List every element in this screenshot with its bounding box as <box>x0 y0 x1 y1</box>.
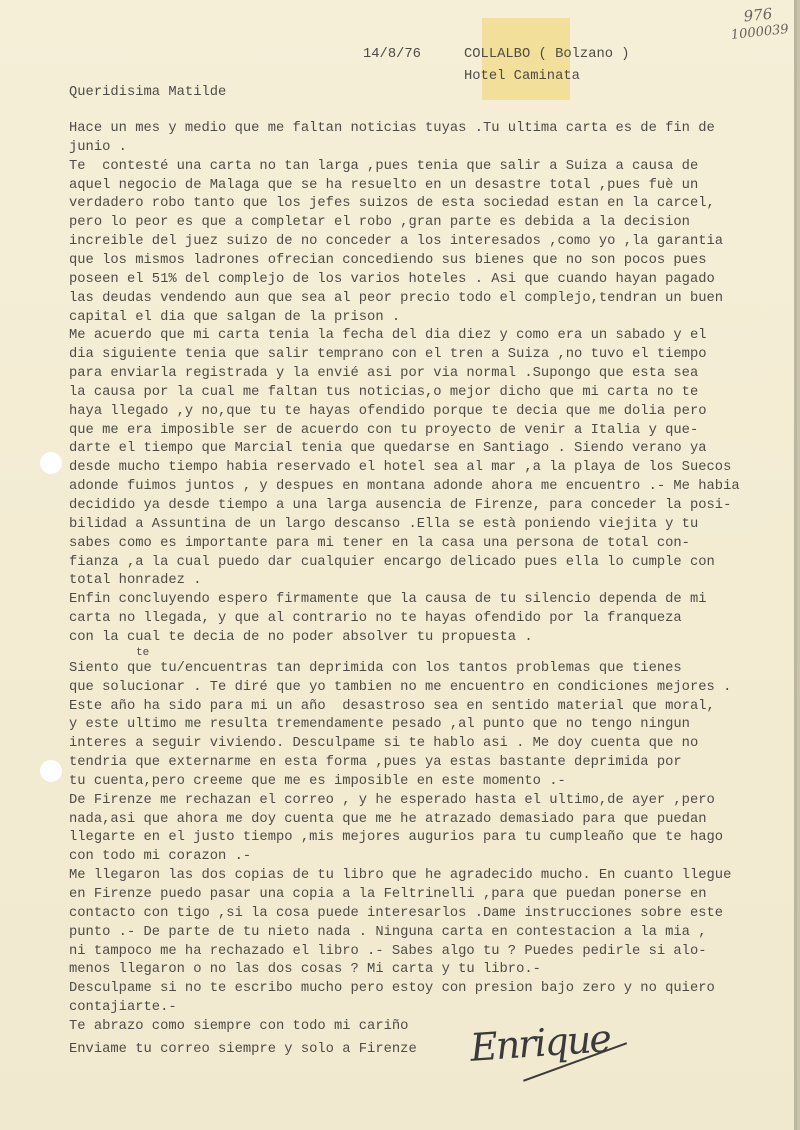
letter-line: nada,asi que ahora me doy cuenta que me he atrazado demasiado para que puedan <box>69 811 707 827</box>
letter-line: la causa por la cual me faltan tus noticias,o mejor dicho que mi carta no te <box>69 384 699 400</box>
letter-line: darte el tiempo que Marcial tenia que quedarse en Santiago . Siendo verano ya <box>69 441 707 457</box>
letter-line: adonde fuimos juntos , y despues en montana adonde ahora me encuentro .- Me habia <box>69 479 740 495</box>
letter-line: interes a seguir viviendo. Desculpame si te hablo asi . Me doy cuenta que no <box>69 736 699 752</box>
letter-line: decidido ya desde tiempo a una larga ausencia de Firenze, para conceder la posi- <box>69 498 732 513</box>
letter-line: junio . <box>69 139 127 155</box>
letter-line: menos llegaron o no las dos cosas ? Mi carta y tu libro.- <box>69 962 541 978</box>
letter-line: sabes como es importante para mi tener en la casa una persona de total con- <box>69 535 690 551</box>
letter-line: De Firenze me rechazan el correo , y he esperado hasta el ultimo,de ayer ,pero <box>69 792 715 808</box>
letter-line: en Firenze puedo pasar una copia a la Feltrinelli ,para que puedan ponerse en <box>69 887 707 902</box>
letter-hotel: Hotel Caminata <box>464 69 580 84</box>
letter-line: pero lo peor es que a completar el robo ,gran parte es debida a la decision <box>69 215 690 231</box>
letter-place: COLLALBO ( Bolzano ) <box>464 47 630 62</box>
letter-line: con la cual te decia de no poder absolver tu propuesta . <box>69 629 533 645</box>
archive-number-line2: 1000039 <box>730 21 790 43</box>
letter-line: bilidad a Assuntina de un largo descanso .Ella se està poniendo viejita y tu <box>69 516 699 532</box>
punch-hole <box>40 760 62 782</box>
letter-line: verdadero robo tanto que los jefes suizos de esta sociedad estan en la carcel, <box>69 196 715 212</box>
letter-line: capital el dia que salgan de la prison . <box>69 309 401 325</box>
letter-line: las deudas vendendo aun que sea al peor precio todo el complejo,tendran un buen <box>69 290 724 306</box>
archive-number <box>728 3 789 45</box>
letter-line: para enviarla registrada y la envié asi por via normal .Supongo que esta sea <box>69 366 699 382</box>
letter-line: increible del juez suizo de no conceder a los interesados ,como yo ,la garantia <box>69 234 724 250</box>
letter-line: Este año ha sido para mi un año desastroso sea en sentido material que moral, <box>69 698 715 714</box>
letter-line: total honradez . <box>69 573 202 589</box>
page-edge <box>794 0 797 1130</box>
letter-line: punto .- De parte de tu nieto nada . Ninguna carta en contestacion a la mia , <box>69 924 707 940</box>
letter-line: que los mismos ladrones ofrecian concediendo sus bienes que no son pocos pues <box>69 252 707 268</box>
letter-line: contajiarte.- <box>69 1000 177 1016</box>
signature: Enrique <box>468 1016 612 1070</box>
letter-line: dia siguiente tenia que salir temprano con el tren a Suiza ,no tuvo el tiempo <box>69 347 707 363</box>
punch-hole <box>40 452 62 474</box>
letter-line: que solucionar . Te diré que yo tambien no me encuentro en condiciones mejores . <box>69 679 732 695</box>
letter-line: Enviame tu correo siempre y solo a Firenze <box>69 1041 417 1057</box>
letter-line: desde mucho tiempo habia reservado el hotel sea al mar ,a la playa de los Suecos <box>69 460 732 476</box>
letter-line: fianza ,a la cual puedo dar cualquier encargo delicado pues ella lo cumple con <box>69 554 715 570</box>
letter-line: Te contesté una carta no tan larga ,pues tenia que salir a Suiza a causa de <box>69 158 699 174</box>
letter-line: Me acuerdo que mi carta tenia la fecha del dia diez y como era un sabado y el <box>69 328 707 344</box>
letter-line: poseen el 51% del complejo de los varios hoteles . Asi que cuando hayan pagado <box>69 271 715 287</box>
letter-line: con todo mi corazon .- <box>69 849 252 865</box>
letter-line: Desculpame si no te escribo mucho pero estoy con presion bajo zero y no quiero <box>69 981 715 997</box>
letter-line: Enfin concluyendo espero firmamente que la causa de tu silencio dependa de mi <box>69 592 707 608</box>
letter-line: tu cuenta,pero creeme que me es imposible en este momento .- <box>69 773 566 789</box>
letter-line: carta no llegada, y que al contrario no te hayas ofendido por la franqueza <box>69 611 682 627</box>
letter-line: y este ultimo me resulta tremendamente pesado ,al punto que no tengo ningun <box>69 717 690 733</box>
letter-line: haya llegado ,y no,que tu te hayas ofendido porque te decia que me dolia pero <box>69 403 707 419</box>
letter-line: Te abrazo como siempre con todo mi cariño <box>69 1018 409 1034</box>
letter-line: ni tampoco me ha rechazado el libro .- Sabes algo tu ? Puedes pedirle si alo- <box>69 943 707 959</box>
letter-line: Siento que tu/encuentras tan deprimida con los tantos problemas que tienes <box>69 660 682 676</box>
handwritten-insertion: te <box>136 646 150 659</box>
letter-date: 14/8/76 <box>363 47 421 62</box>
letter-line: llegarte en el justo tiempo ,mis mejores augurios para tu cumpleaño que te hago <box>69 830 724 846</box>
letter-line: aquel negocio de Malaga que se ha resuelto en un desastre total ,pues fuè un <box>69 177 699 193</box>
archive-number-line1: 976 <box>742 4 774 26</box>
letter-line: contacto con tigo ,si la cosa puede interesarlos .Dame instrucciones sobre este <box>69 905 724 921</box>
letter-line: que me era imposible ser de acuerdo con tu proyecto de venir a Italia y que- <box>69 422 699 438</box>
salutation: Queridisima Matilde <box>69 85 227 100</box>
letter-line: tendria que externarme en esta forma ,pues ya estas bastante deprimida por <box>69 755 682 771</box>
letter-line: Me llegaron las dos copias de tu libro que he agradecido mucho. En cuanto llegue <box>69 868 732 884</box>
letter-line: Hace un mes y medio que me faltan noticias tuyas .Tu ultima carta es de fin de <box>69 121 715 136</box>
